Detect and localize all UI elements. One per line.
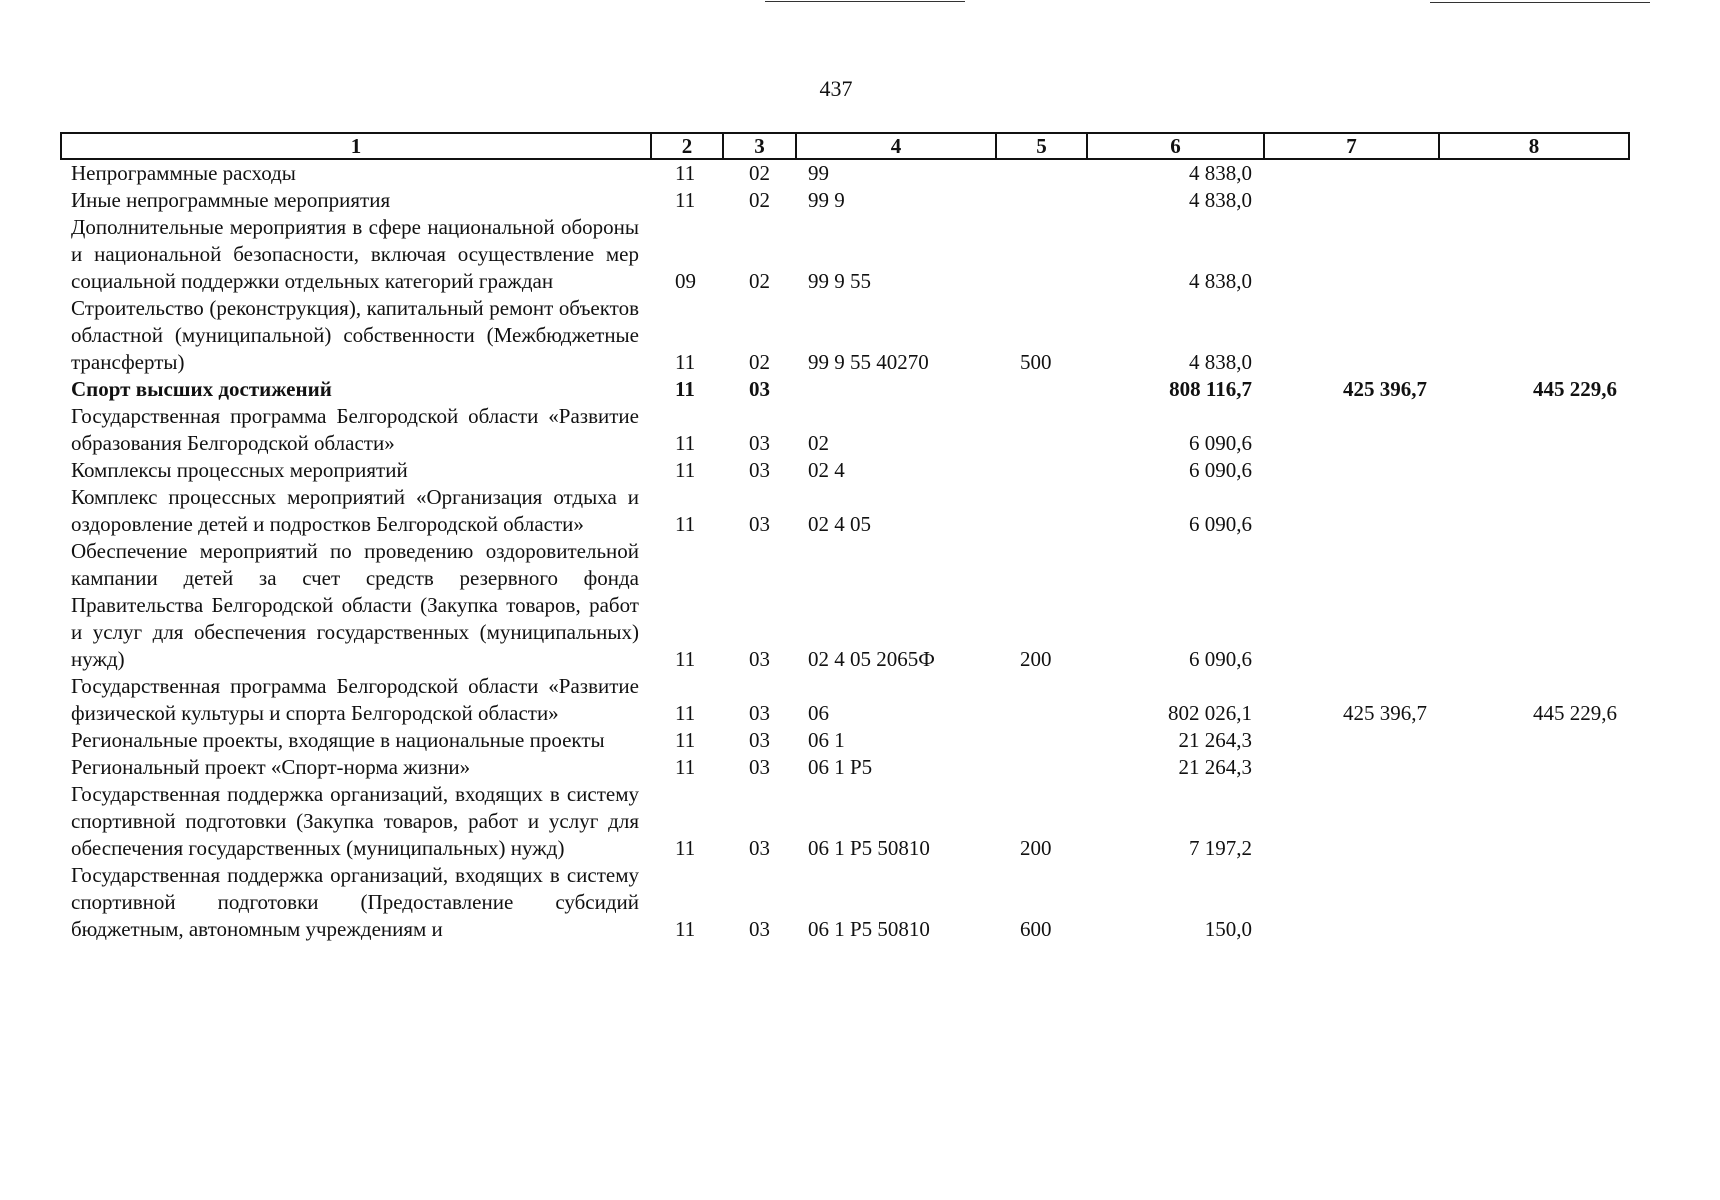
subsection-code-cell: 03 bbox=[749, 755, 770, 779]
section-code-cell: 11 bbox=[675, 512, 696, 536]
target-article-cell: 02 4 05 bbox=[808, 512, 871, 536]
section-code-cell: 11 bbox=[675, 728, 696, 752]
subsection-code-cell: 03 bbox=[749, 836, 770, 860]
amount-col8-cell bbox=[1439, 781, 1629, 862]
amount-col8-cell bbox=[1439, 754, 1629, 781]
amount-col8-cell bbox=[1439, 403, 1629, 457]
table-row bbox=[61, 781, 1629, 862]
table-row bbox=[61, 187, 1629, 214]
table-body bbox=[61, 159, 1629, 943]
expense-type-cell bbox=[996, 214, 1087, 295]
amount-col7-cell bbox=[1264, 781, 1439, 862]
subsection-code-cell: 03 bbox=[749, 728, 770, 752]
amount-col6-cell: 802 026,1 bbox=[1168, 701, 1252, 725]
row-name-cell: Государственная поддержка организаций, входящих в систему спортивной подготовки (Предоставление субсидий бюджетным, автономным учреждениям и bbox=[71, 863, 639, 941]
row-name-cell: Региональный проект «Спорт-норма жизни» bbox=[71, 755, 471, 779]
subsection-code-cell: 03 bbox=[749, 917, 770, 941]
table-row bbox=[61, 214, 1629, 295]
amount-col6-cell: 4 838,0 bbox=[1189, 269, 1252, 293]
table-row bbox=[61, 457, 1629, 484]
column-header: 5 bbox=[996, 133, 1087, 159]
target-article-cell: 06 bbox=[808, 701, 829, 725]
subsection-code-cell: 02 bbox=[749, 161, 770, 185]
section-code-cell: 11 bbox=[675, 458, 696, 482]
row-name-cell: Региональные проекты, входящие в национальные проекты bbox=[71, 728, 605, 752]
amount-col7-cell bbox=[1264, 754, 1439, 781]
row-name-cell: Государственная программа Белгородской области «Развитие образования Белгородской области» bbox=[71, 404, 639, 455]
amount-col7-cell bbox=[1264, 727, 1439, 754]
column-header: 1 bbox=[61, 133, 651, 159]
subsection-code-cell: 02 bbox=[749, 350, 770, 374]
table-row bbox=[61, 862, 1629, 943]
amount-col6-cell: 6 090,6 bbox=[1189, 458, 1252, 482]
expense-type-cell: 600 bbox=[1020, 917, 1052, 941]
section-code-cell: 11 bbox=[675, 701, 696, 725]
column-header: 4 bbox=[796, 133, 996, 159]
amount-col8-cell: 445 229,6 bbox=[1533, 377, 1617, 401]
row-name-cell: Комплекс процессных мероприятий «Организация отдыха и оздоровление детей и подростков Белгородской области» bbox=[71, 485, 639, 536]
table-row bbox=[61, 295, 1629, 376]
subsection-code-cell: 03 bbox=[749, 512, 770, 536]
expense-type-cell bbox=[996, 754, 1087, 781]
amount-col6-cell: 21 264,3 bbox=[1178, 728, 1252, 752]
budget-table bbox=[60, 132, 1630, 943]
subsection-code-cell: 03 bbox=[749, 377, 770, 401]
scan-edge-line bbox=[1430, 2, 1650, 3]
expense-type-cell: 200 bbox=[1020, 647, 1052, 671]
table-row bbox=[61, 484, 1629, 538]
expense-type-cell: 500 bbox=[1020, 350, 1052, 374]
subsection-code-cell: 03 bbox=[749, 701, 770, 725]
header-row bbox=[61, 133, 1629, 159]
amount-col7-cell bbox=[1264, 484, 1439, 538]
subsection-code-cell: 02 bbox=[749, 269, 770, 293]
amount-col6-cell: 6 090,6 bbox=[1189, 512, 1252, 536]
table-row bbox=[61, 727, 1629, 754]
subsection-code-cell: 03 bbox=[749, 431, 770, 455]
column-header: 3 bbox=[723, 133, 796, 159]
amount-col8-cell bbox=[1439, 727, 1629, 754]
section-code-cell: 11 bbox=[675, 836, 696, 860]
amount-col7-cell: 425 396,7 bbox=[1343, 377, 1427, 401]
column-header: 7 bbox=[1264, 133, 1439, 159]
expense-type-cell bbox=[996, 457, 1087, 484]
target-article-cell: 99 9 55 40270 bbox=[808, 350, 929, 374]
target-article-cell: 02 4 05 2065Ф bbox=[808, 647, 935, 671]
amount-col8-cell bbox=[1439, 187, 1629, 214]
target-article-cell: 06 1 bbox=[808, 728, 845, 752]
amount-col8-cell bbox=[1439, 457, 1629, 484]
amount-col7-cell bbox=[1264, 159, 1439, 187]
amount-col8-cell bbox=[1439, 538, 1629, 673]
section-code-cell: 11 bbox=[675, 431, 696, 455]
expense-type-cell bbox=[996, 376, 1087, 403]
row-name-cell: Обеспечение мероприятий по проведению оздоровительной кампании детей за счет средств резервного фонда Правительства Белгородской области (Закупка товаров, работ и услуг для обеспечения государственных (муниципальных) нужд) bbox=[71, 539, 639, 671]
section-code-cell: 11 bbox=[675, 647, 696, 671]
amount-col7-cell: 425 396,7 bbox=[1343, 701, 1427, 725]
target-article-cell: 02 bbox=[808, 431, 829, 455]
amount-col6-cell: 21 264,3 bbox=[1178, 755, 1252, 779]
section-code-cell: 11 bbox=[675, 917, 696, 941]
expense-type-cell bbox=[996, 403, 1087, 457]
table-row bbox=[61, 376, 1629, 403]
table-row bbox=[61, 754, 1629, 781]
column-header: 6 bbox=[1087, 133, 1264, 159]
amount-col8-cell bbox=[1439, 862, 1629, 943]
row-name-cell: Комплексы процессных мероприятий bbox=[71, 458, 408, 482]
amount-col6-cell: 6 090,6 bbox=[1189, 647, 1252, 671]
expense-type-cell bbox=[996, 187, 1087, 214]
scan-edge-line bbox=[765, 1, 965, 2]
target-article-cell: 99 9 bbox=[808, 188, 845, 212]
expense-type-cell bbox=[996, 159, 1087, 187]
page-number: 437 bbox=[819, 76, 853, 101]
amount-col8-cell bbox=[1439, 159, 1629, 187]
amount-col7-cell bbox=[1264, 457, 1439, 484]
amount-col6-cell: 808 116,7 bbox=[1169, 377, 1252, 401]
amount-col8-cell bbox=[1439, 295, 1629, 376]
amount-col6-cell: 7 197,2 bbox=[1189, 836, 1252, 860]
subsection-code-cell: 03 bbox=[749, 647, 770, 671]
row-name-cell: Государственная поддержка организаций, входящих в систему спортивной подготовки (Закупка товаров, работ и услуг для обеспечения государственных (муниципальных) нужд) bbox=[71, 782, 639, 860]
target-article-cell: 06 1 Р5 50810 bbox=[808, 917, 930, 941]
section-code-cell: 11 bbox=[675, 161, 696, 185]
amount-col8-cell bbox=[1439, 214, 1629, 295]
row-name-cell: Государственная программа Белгородской области «Развитие физической культуры и спорта Белгородской области» bbox=[71, 674, 639, 725]
amount-col6-cell: 6 090,6 bbox=[1189, 431, 1252, 455]
amount-col7-cell bbox=[1264, 862, 1439, 943]
target-article-cell: 99 bbox=[808, 161, 829, 185]
amount-col6-cell: 4 838,0 bbox=[1189, 350, 1252, 374]
target-article-cell: 99 9 55 bbox=[808, 269, 871, 293]
row-name-cell: Непрограммные расходы bbox=[71, 161, 296, 185]
column-header: 2 bbox=[651, 133, 723, 159]
row-name-cell: Спорт высших достижений bbox=[71, 377, 332, 401]
amount-col7-cell bbox=[1264, 403, 1439, 457]
amount-col6-cell: 4 838,0 bbox=[1189, 161, 1252, 185]
target-article-cell: 02 4 bbox=[808, 458, 845, 482]
amount-col7-cell bbox=[1264, 214, 1439, 295]
amount-col6-cell: 150,0 bbox=[1204, 917, 1252, 941]
row-name-cell: Иные непрограммные мероприятия bbox=[71, 188, 391, 212]
section-code-cell: 09 bbox=[675, 269, 696, 293]
section-code-cell: 11 bbox=[675, 377, 695, 401]
target-article-cell: 06 1 Р5 bbox=[808, 755, 873, 779]
amount-col7-cell bbox=[1264, 538, 1439, 673]
amount-col7-cell bbox=[1264, 295, 1439, 376]
section-code-cell: 11 bbox=[675, 188, 696, 212]
amount-col6-cell: 4 838,0 bbox=[1189, 188, 1252, 212]
table-row bbox=[61, 538, 1629, 673]
row-name-cell: Дополнительные мероприятия в сфере национальной обороны и национальной безопасности, включая осуществление мер социальной поддержки отдельных категорий граждан bbox=[71, 215, 639, 293]
table-row bbox=[61, 159, 1629, 187]
expense-type-cell: 200 bbox=[1020, 836, 1052, 860]
subsection-code-cell: 03 bbox=[749, 458, 770, 482]
amount-col7-cell bbox=[1264, 187, 1439, 214]
subsection-code-cell: 02 bbox=[749, 188, 770, 212]
column-header: 8 bbox=[1439, 133, 1629, 159]
target-article-cell: 06 1 Р5 50810 bbox=[808, 836, 930, 860]
section-code-cell: 11 bbox=[675, 755, 696, 779]
table-row bbox=[61, 403, 1629, 457]
expense-type-cell bbox=[996, 484, 1087, 538]
table-row bbox=[61, 673, 1629, 727]
section-code-cell: 11 bbox=[675, 350, 696, 374]
amount-col8-cell: 445 229,6 bbox=[1533, 701, 1617, 725]
expense-type-cell bbox=[996, 673, 1087, 727]
expense-type-cell bbox=[996, 727, 1087, 754]
target-article-cell bbox=[796, 376, 996, 403]
amount-col8-cell bbox=[1439, 484, 1629, 538]
row-name-cell: Строительство (реконструкция), капитальный ремонт объектов областной (муниципальной) собственности (Межбюджетные трансферты) bbox=[71, 296, 639, 374]
